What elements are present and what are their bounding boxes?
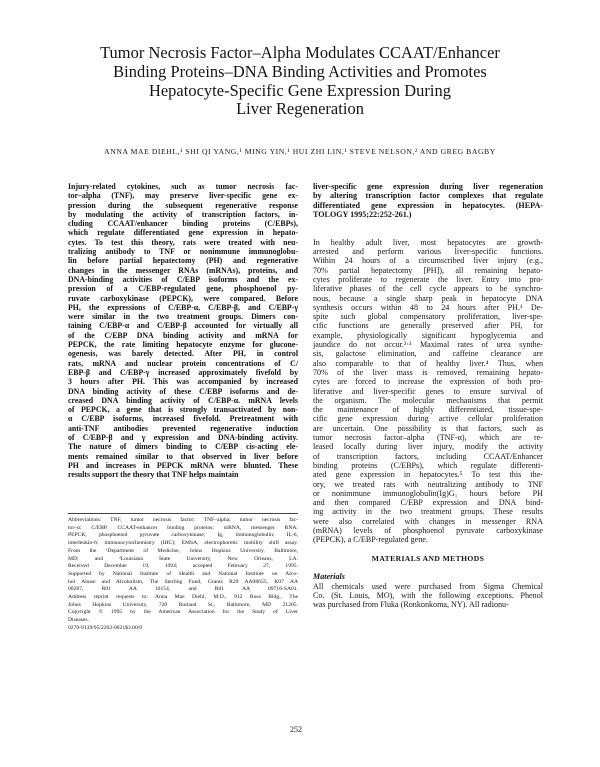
introduction-line: jaundice do not occur.²·³ Maximal rates of urea synthe- — [313, 340, 543, 350]
abstract-line: lin before partial hepatectomy (PH) and regenerative — [68, 256, 298, 266]
materials-line: Co. (St. Louis, MO), with the following exceptions. Phenol — [313, 591, 543, 601]
abstract-line: tor–alpha (TNF), may preserve liver-specific gene ex- — [68, 191, 298, 201]
abstract-continuation-line: liver-specific gene expression during liver regeneration — [313, 182, 543, 191]
introduction-line: 70% partial hepatectomy [PH]), all remaining hepato- — [313, 265, 543, 275]
abstract-line: rats, mRNA and nuclear protein concentrations of C/ — [68, 358, 298, 368]
abstract-line: pression during the subsequent regenerative response — [68, 200, 298, 210]
abstract-line: creased DNA binding activity of C/EBP-α. mRNA levels — [68, 395, 298, 405]
introduction-line: (PEPCK), a C/EBP-regulated gene. — [313, 535, 428, 545]
abstract-line: PH, the expressions of C/EBP-α, C/EBP-β, and C/EBP-γ — [68, 302, 298, 312]
footnote-line: Johns Hopkins University, 720 Rutland St., Baltimore, MD 21205. — [68, 601, 298, 608]
materials-line: was purchased from Fluka (Ronkonkoma, NY). All radionu- — [313, 600, 509, 610]
introduction-line: were also correlated with changes in messenger RNA — [313, 516, 543, 526]
right-column — [313, 182, 543, 610]
paragraph-gap — [313, 228, 543, 237]
footnote-line: Supported by National Institute of Health and National Institute on Alco- — [68, 570, 298, 577]
title-line: Hepatocyte-Specific Gene Expression During — [148, 80, 452, 100]
footnotes — [68, 513, 298, 633]
materials-line: All chemicals used were purchased from Sigma Chemical — [313, 581, 543, 591]
footnote-line: 00287, R01 AA 10154, and R01 AA 09716-SA01. — [68, 586, 298, 593]
abstract-line: The nature of dimers binding to C/EBP cis-acting ele- — [68, 442, 298, 452]
abstract-line: DNA binding activity of these C/EBP isoforms and de- — [68, 386, 298, 396]
title-line: Binding Proteins–DNA Binding Activities and Promotes — [113, 61, 487, 81]
subsection-heading: Materials — [313, 572, 345, 582]
article-title — [40, 44, 560, 119]
abstract-line: by modulating the activity of transcription factors, in- — [68, 209, 298, 219]
footnote-line: interleukin-6; immunocytochemistry (IHC); EMSA, electrophoretic mobility shift assay. — [68, 540, 298, 547]
section-heading: MATERIALS AND METHODS — [371, 553, 485, 563]
introduction-line: the maintenance of highly differentiated, tissue-spe- — [313, 405, 543, 415]
introduction-line: ory, we treated rats with neutralizing antibody to TNF — [313, 479, 543, 489]
page-number: 252 — [290, 725, 302, 734]
introduction-line: 70% of the liver mass is removed, remaining hepato- — [313, 367, 543, 377]
introduction-line: nous, because a single sharp peak in hepatocyte DNA — [313, 293, 543, 303]
abstract-line: ogenesis, was barely detected. After PH, in control — [68, 349, 298, 359]
abstract-line: PEPCK, the rate limiting hepatocyte enzyme for glucone- — [68, 340, 298, 350]
abstract-line: ments remained similar to that observed in liver before — [68, 451, 298, 461]
introduction-line: cytes proliferate to regenerate the liver. Entry into pro- — [313, 274, 543, 284]
introduction-line: In healthy adult liver, most hepatocytes are growth- — [313, 237, 543, 247]
abstract-line: of C/EBP-β and γ expression and DNA-binding activity. — [68, 433, 298, 443]
introduction-line: ing activity in the two treatment groups. These results — [313, 507, 543, 517]
introduction-line: or nonimmune immunoglobulin(Ig)G₁ hours before PH — [313, 488, 543, 498]
author-list: ANNA MAE DIEHL,¹ SHI QI YANG,¹ MING YIN,¹ HUI ZHI LIN,¹ STEVE NELSON,² AND GREG BAGBY — [104, 147, 496, 156]
footnote-line: Address reprint requests to: Anna Mae Diehl, M.D., 912 Ross Bldg., The — [68, 594, 298, 601]
footnote-line: PEPCK, phosphoenol pyruvate carboxykinase; Ig, immunoglobulin; IL-6, — [68, 532, 298, 539]
title-line: Liver Regeneration — [236, 99, 364, 119]
paragraph-gap — [313, 219, 543, 228]
footnote-line: Diseases. — [68, 617, 89, 624]
footnote-rule — [68, 513, 298, 514]
introduction-line: and then compared C/EBP expression and DNA bind- — [313, 498, 543, 508]
footnote-line: From the ¹Department of Medicine, Johns Hopkins University, Baltimore, — [68, 547, 298, 554]
introduction-line: liferative and liver-specific genes to ensure survival of — [313, 386, 543, 396]
footnote-line: Abbreviations: TNF, tumor necrosis factor; TNF–alpha; tumor necrosis fac- — [68, 517, 298, 523]
introduction-line: spite such global compensatory proliferation, liver-spe- — [313, 312, 543, 322]
abstract-line: taining C/EBP-α and C/EBP-β accounted for virtually all — [68, 321, 298, 331]
abstract-line: cluding CCAAT/enhancer binding proteins (C/EBPs), — [68, 219, 298, 229]
abstract-line: α C/EBP isoforms, increased fivefold. Pretreatment with — [68, 414, 298, 424]
paragraph-gap — [313, 563, 543, 572]
abstract-continuation-line: by altering transcription factor complexes that regulate — [313, 191, 543, 201]
footnote-line: hol Abuse and Alcoholism, The Sterling Fund, Grants R29 AA08655, K07 AA — [68, 578, 298, 585]
introduction-line: are uncertain. One possibility is that factors, such as — [313, 423, 543, 433]
footnote-line: 0270-9139/95/2202-0021$3.00/0 — [68, 624, 143, 631]
introduction-line: synthesis occurs within 48 to 24 hours after PH.¹ De- — [313, 302, 543, 312]
abstract-line: of the C/EBP DNA binding activity and mRNA for — [68, 330, 298, 340]
abstract-line: DNA-binding activities of C/EBP isoforms and the ex- — [68, 274, 298, 284]
introduction-line: tumor necrosis factor–alpha (TNF-α), which are re- — [313, 433, 543, 443]
introduction-line: also comparable to that of healthy liver.⁴ Thus, when — [313, 358, 543, 368]
introduction-line: liferative phases of the cell cycle appears to be synchro- — [313, 284, 543, 294]
abstract-continuation-line: TOLOGY 1995;22:252-261.) — [313, 209, 412, 219]
abstract — [68, 182, 298, 480]
abstract-line: PH and increases in PEPCK mRNA were blunted. These — [68, 460, 298, 470]
introduction-line: leased locally during liver injury, modify the activity — [313, 442, 543, 452]
introduction-line: ated gene expression in hepatocytes.⁵ To test this the- — [313, 470, 543, 480]
abstract-line: were similar in the two treatment groups. Dimers con- — [68, 312, 298, 322]
abstract-continuation-line: differentiated gene expression in hepatocytes. (HEPA- — [313, 200, 543, 210]
abstract-line: of PEPCK, a gene that is strongly transactivated by non- — [68, 405, 298, 415]
introduction-line: cytes are forced to increase the expression of both pro- — [313, 377, 543, 387]
abstract-line: EBP-β and C/EBP-γ increased approximately fivefold by — [68, 367, 298, 377]
abstract-line: cytes. To test this theory, rats were treated with neu- — [68, 237, 298, 247]
footnote-line: Received December 19, 1994; accepted February 27, 1995. — [68, 563, 298, 570]
introduction-line: cific gene expression during active cellular proliferation — [313, 414, 543, 424]
abstract-line: tralizing antibody to TNF or nonimmune immunoglobu- — [68, 247, 298, 257]
footnote-line: tor–α; C/EBP, CCAAT-enhancer binding proteins; mRNA, messenger RNA; — [68, 524, 298, 531]
introduction-line: arrested and perform various liver-specific functions. — [313, 247, 543, 257]
introduction-line: cific functions are generally preserved after PH, for — [313, 321, 543, 331]
footnote-line: MD; and ²Louisiana State University, New Orleans, LA. — [68, 555, 298, 562]
paragraph-gap — [313, 545, 543, 554]
introduction-line: example, physiologically significant hypoglycemia and — [313, 330, 543, 340]
abstract-line: pression of a C/EBP-regulated gene, phosphoenol py- — [68, 284, 298, 294]
abstract-line: which regulate differentiated gene expression in hepato- — [68, 228, 298, 238]
introduction-line: of transcription factors, including CCAAT/Enhancer — [313, 451, 543, 461]
abstract-line: Injury-related cytokines, such as tumor necrosis fac- — [68, 182, 298, 191]
introduction-line: the organism. The molecular mechanisms that permit — [313, 395, 543, 405]
abstract-line: ruvate carboxykinase (PEPCK), were compared. Before — [68, 293, 298, 303]
abstract-line: anti-TNF antibodies prevented regenerative induction — [68, 423, 298, 433]
abstract-line: results support the theory that TNF helps maintain — [68, 470, 239, 480]
abstract-line: changes in the messenger RNAs (mRNAs), proteins, and — [68, 265, 298, 275]
introduction-line: sis, galactose elimination, and caffeine clearance are — [313, 349, 543, 359]
title-line: Tumor Necrosis Factor–Alpha Modulates CCAAT/Enhancer — [100, 43, 500, 62]
footnote-line: Copyright © 1995 by the American Association for the Study of Liver — [68, 609, 298, 616]
introduction-line: Within 24 hours of a circumscribed liver injury (e.g., — [313, 256, 543, 266]
introduction-line: binding proteins (C/EBPs), which regulate differenti- — [313, 460, 543, 470]
introduction-line: (mRNA) levels of phosphoenol pyruvate carboxykinase — [313, 525, 543, 535]
abstract-line: 3 hours after PH. This was accompanied by increased — [68, 377, 298, 387]
